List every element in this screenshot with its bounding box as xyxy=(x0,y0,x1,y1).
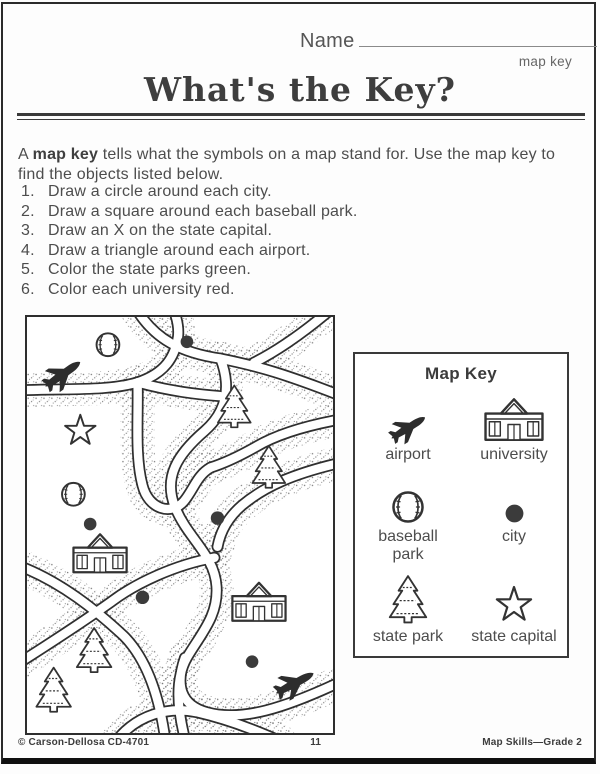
key-label: state park xyxy=(372,628,444,645)
instruction-text: Draw a triangle around each airport. xyxy=(48,241,311,259)
map-key-box xyxy=(353,352,569,658)
star-icon xyxy=(494,572,534,624)
instruction-item xyxy=(21,241,358,261)
map-drawing xyxy=(27,317,333,733)
corner-topic-tag: map key xyxy=(518,54,572,69)
star-icon xyxy=(65,415,95,444)
university-building-icon xyxy=(73,534,126,572)
city-dot-icon xyxy=(246,655,259,668)
name-line xyxy=(300,28,597,53)
key-item-state-park xyxy=(355,572,461,646)
baseball-icon xyxy=(391,472,425,524)
instruction-number: 6. xyxy=(21,280,35,298)
university-building-icon xyxy=(232,583,285,621)
instruction-item xyxy=(21,260,358,280)
pine-tree-icon xyxy=(387,572,429,624)
map-key-grid xyxy=(355,390,567,646)
instruction-text: Draw an X on the state capital. xyxy=(48,222,273,239)
instruction-item xyxy=(21,182,358,202)
practice-map xyxy=(25,315,335,735)
key-label: state capital xyxy=(471,628,557,645)
baseball-icon xyxy=(97,333,120,356)
instruction-text: Draw a square around each baseball park. xyxy=(48,202,358,220)
instruction-text: Color the state parks green. xyxy=(48,261,252,278)
key-item-baseball-park xyxy=(355,472,461,564)
instruction-number: 3. xyxy=(21,222,35,239)
key-label: airport xyxy=(385,446,431,463)
instruction-number: 5. xyxy=(21,261,35,278)
university-building-icon xyxy=(483,390,545,442)
instruction-item xyxy=(21,202,358,222)
page-footer xyxy=(18,737,582,748)
key-item-city xyxy=(461,472,567,564)
key-item-university xyxy=(461,390,567,464)
title-divider-bottom xyxy=(17,119,585,121)
baseball-icon xyxy=(62,483,85,506)
footer-page-number: 11 xyxy=(310,737,322,748)
instruction-text: Draw a circle around each city. xyxy=(48,183,272,200)
footer-copyright: © Carson-Dellosa CD-4701 xyxy=(18,737,150,748)
intro-suffix: tells what the symbols on a map stand for. Use the map key to find the objects listed below. xyxy=(18,146,556,183)
key-label: baseball park xyxy=(378,528,438,563)
instruction-text: Color each university red. xyxy=(48,280,235,298)
page-title: What's the Key? xyxy=(143,70,457,109)
key-item-state-capital xyxy=(461,572,567,646)
name-blank-line xyxy=(359,28,597,47)
intro-prefix: A xyxy=(18,146,33,163)
city-dot-icon xyxy=(136,591,149,604)
city-dot-icon xyxy=(211,511,224,524)
instruction-number: 4. xyxy=(21,241,35,259)
intro-bold-term: map key xyxy=(32,146,99,163)
instruction-number: 1. xyxy=(21,183,35,200)
airplane-icon xyxy=(385,390,431,442)
footer-series: Map Skills—Grade 2 xyxy=(482,737,582,748)
city-dot-icon xyxy=(504,472,525,524)
key-label: university xyxy=(480,446,548,463)
instruction-list xyxy=(21,182,358,299)
instruction-item xyxy=(21,280,358,300)
city-dot-icon xyxy=(181,335,194,348)
name-label: Name xyxy=(300,30,355,52)
key-label: city xyxy=(502,528,526,545)
instruction-item xyxy=(21,221,358,241)
pine-tree-icon xyxy=(36,668,71,712)
city-dot-icon xyxy=(84,518,97,531)
instruction-number: 2. xyxy=(21,202,35,220)
intro-text xyxy=(18,145,584,185)
map-key-title: Map Key xyxy=(424,364,497,383)
title-divider-top xyxy=(17,113,585,116)
key-item-airport xyxy=(355,390,461,464)
